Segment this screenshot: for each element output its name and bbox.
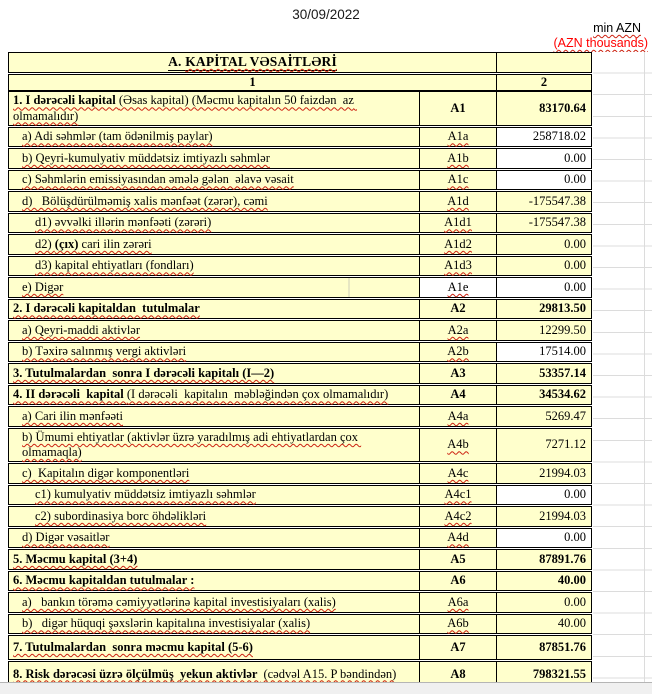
- row-label-cell[interactable]: [9, 300, 420, 319]
- row-code-cell[interactable]: A1d3: [420, 257, 497, 276]
- unit-labels: [554, 21, 648, 51]
- row-label-cell[interactable]: [9, 257, 420, 276]
- row-label-text: 3. Tutulmalardan sonra I dərəcəli kapitalı (I—2): [13, 365, 275, 380]
- row-code-cell[interactable]: A3: [420, 364, 497, 383]
- table-row: [8, 277, 592, 298]
- row-value-cell[interactable]: 798321.55: [532, 666, 586, 681]
- row-value-cell[interactable]: 40.00: [557, 573, 586, 588]
- row-code-cell[interactable]: A1b: [420, 149, 497, 168]
- row-code-cell[interactable]: A1a: [420, 128, 497, 147]
- row-value-cell[interactable]: 29813.50: [539, 301, 586, 316]
- row-label-cell[interactable]: [9, 407, 420, 426]
- row-value-cell[interactable]: 34534.62: [539, 387, 586, 402]
- row-label-text: c2) subordinasiya borc öhdəlikləri: [35, 508, 207, 523]
- table-row: [8, 234, 592, 255]
- row-label-text: a) Cari ilin mənfəəti: [22, 408, 124, 423]
- row-label-text: 2. I dərəcəli kapitaldan tutulmalar: [13, 301, 200, 316]
- row-label-text: 5. Məcmu kapital (3+4): [13, 551, 138, 566]
- row-label-cell[interactable]: [9, 615, 420, 634]
- row-code-cell[interactable]: A1c: [420, 171, 497, 190]
- table-row: [8, 320, 592, 341]
- row-value-cell[interactable]: 0.00: [564, 258, 586, 273]
- row-value-cell[interactable]: 53357.14: [539, 365, 586, 380]
- unit-label-azn: min AZN: [593, 21, 641, 35]
- row-value-cell[interactable]: 83170.64: [539, 100, 586, 115]
- row-label-text: (I dərəcəli kapitalın məbləğindən çox olmamalıdır): [126, 387, 389, 402]
- row-label-text: c1) kumulyativ müddətsiz imtiyazlı səhmlər: [35, 487, 256, 502]
- row-label-cell[interactable]: [9, 529, 420, 548]
- row-label-cell[interactable]: [9, 343, 420, 362]
- row-label-text: d) Bölüşdürülməmiş xalis mənfəət (zərər), cəmi: [22, 193, 268, 208]
- table-row: [8, 385, 592, 406]
- table-row: [8, 549, 592, 570]
- table-header-row: [8, 74, 592, 91]
- row-label-cell[interactable]: [9, 214, 420, 233]
- row-label-cell[interactable]: [9, 572, 420, 591]
- table-row: [8, 170, 592, 191]
- column-2-header[interactable]: 2: [540, 75, 548, 89]
- row-code-cell[interactable]: A4: [420, 386, 497, 405]
- row-code-cell[interactable]: A4a: [420, 407, 497, 426]
- row-label-text: d) Digər vəsaitlər: [22, 530, 110, 545]
- row-label-text: a) bankın törəmə cəmiyyətlərinə kapital investisiyaları (xalis): [22, 594, 336, 609]
- row-code-cell[interactable]: A1e: [420, 278, 497, 297]
- table-row: [8, 299, 592, 320]
- row-label-text: 6. Məcmu kapitaldan tutulmalar :: [13, 573, 195, 588]
- row-code-cell[interactable]: A1: [420, 92, 497, 125]
- table-row: [8, 256, 592, 277]
- row-value-cell[interactable]: 0.00: [497, 278, 591, 297]
- row-label-text: a) Qeyri-maddi aktivlər: [22, 322, 141, 337]
- row-label-text: d1) əvvəlki illərin mənfəəti (zərəri): [35, 215, 212, 230]
- table-row: [8, 148, 592, 169]
- row-label-cell[interactable]: [9, 550, 420, 569]
- row-value-cell[interactable]: -175547.38: [528, 215, 586, 230]
- row-value-cell[interactable]: 40.00: [557, 616, 586, 631]
- row-label-cell[interactable]: [9, 636, 420, 659]
- sheet-bottom-strip: [0, 682, 652, 694]
- row-label-cell[interactable]: [9, 235, 420, 254]
- column-1-header[interactable]: 1: [9, 75, 497, 90]
- row-value-cell[interactable]: 0.00: [497, 171, 591, 190]
- row-value-cell[interactable]: 0.00: [497, 149, 591, 168]
- row-value-cell[interactable]: 87851.76: [539, 640, 586, 655]
- row-label-cell[interactable]: [9, 593, 420, 612]
- row-label-cell[interactable]: [9, 486, 420, 505]
- row-label-text: a) Adi səhmlər (tam ödənilmiş paylar): [22, 129, 213, 144]
- row-value-cell[interactable]: 0.00: [564, 236, 586, 251]
- row-label-text: (cədvəl A15. P bəndindən): [260, 666, 397, 681]
- row-label-text: 7. Tutulmalardan sonra məcmu kapital (5-6): [13, 640, 253, 655]
- row-label-text: 1. I dərəcəli kapital: [13, 93, 119, 108]
- row-label-text: b) Təxirə salınmış vergi aktivləri: [22, 344, 187, 359]
- report-date: 30/09/2022: [292, 7, 360, 22]
- row-code-cell[interactable]: A2a: [420, 321, 497, 340]
- row-code-cell[interactable]: A6a: [420, 593, 497, 612]
- row-label-cell[interactable]: [9, 464, 420, 483]
- table-row: [8, 406, 592, 427]
- table-row: [8, 463, 592, 484]
- row-label-text: 8. Risk dərəcəsi üzrə ölçülmüş yekun aktivlər: [13, 666, 261, 681]
- row-label-text: c) Kapitalın digər komponentləri: [22, 465, 190, 480]
- row-code-cell[interactable]: A1d: [420, 192, 497, 211]
- row-value-cell[interactable]: 0.00: [497, 486, 591, 505]
- table-row: [8, 528, 592, 549]
- row-label-text: b) digər hüquqi şəxslərin kapitalına investisiyalar (xalis): [22, 616, 311, 631]
- row-code-cell[interactable]: A4d: [420, 529, 497, 548]
- sheet-margin-gridlines: [593, 52, 652, 682]
- table-row: [8, 191, 592, 212]
- row-value-cell[interactable]: 12299.50: [539, 322, 586, 337]
- row-code-cell[interactable]: A1d2: [420, 235, 497, 254]
- row-code-cell[interactable]: A4c: [420, 464, 497, 483]
- row-code-cell[interactable]: A1d1: [420, 214, 497, 233]
- row-label-cell[interactable]: [9, 171, 420, 190]
- row-label-text: d3) kapital ehtiyatları (fondları): [35, 258, 194, 273]
- row-code-cell[interactable]: A8: [420, 662, 497, 686]
- row-label-cell[interactable]: [9, 507, 420, 526]
- table-row: [8, 592, 592, 613]
- row-label-text: 4. II dərəcəli kapital: [13, 387, 127, 402]
- row-value-cell[interactable]: 21994.03: [539, 508, 586, 523]
- table-row: [8, 428, 592, 463]
- row-label-cell[interactable]: [9, 364, 420, 383]
- table-row: [8, 342, 592, 363]
- row-label-text: c) Səhmlərin emissiyasından əmələ gələn əlavə vəsait: [22, 172, 294, 187]
- row-value-cell[interactable]: 7271.12: [545, 437, 586, 452]
- row-label-text: cari ilin zərəri: [78, 236, 152, 251]
- row-code-cell[interactable]: A4b: [420, 429, 497, 462]
- table-row: [8, 485, 592, 506]
- sheet-gridline-vertical: [644, 52, 645, 682]
- row-value-cell[interactable]: 0.00: [564, 594, 586, 609]
- row-label-text: b) Ümumi ehtiyatlar (aktivlər üzrə yaradılmış adi ehtiyatlardan çox olmamaqla): [22, 429, 362, 459]
- table-title-cell[interactable]: [9, 53, 497, 72]
- row-label-text: e) Digər: [22, 279, 64, 294]
- row-value-cell[interactable]: -175547.38: [528, 193, 586, 208]
- table-title: A. KAPİTAL VƏSAİTLƏRİ: [168, 54, 337, 71]
- row-label-text: (çıx): [54, 236, 79, 251]
- row-label-text: (Əsas kapital) (Məcmu kapitalın 50 faizdən az olmamalıdır): [13, 93, 357, 123]
- row-code-cell[interactable]: A4c2: [420, 507, 497, 526]
- row-code-cell[interactable]: A4c1: [420, 486, 497, 505]
- row-label-cell[interactable]: [9, 92, 420, 125]
- row-label-cell[interactable]: [9, 321, 420, 340]
- table-row: [8, 91, 592, 126]
- row-value-cell[interactable]: 5269.47: [545, 408, 586, 423]
- row-label-cell[interactable]: [9, 278, 420, 297]
- row-value-cell[interactable]: 0.00: [497, 529, 591, 548]
- row-code-cell[interactable]: A2: [420, 300, 497, 319]
- row-label-cell[interactable]: [9, 149, 420, 168]
- row-label-cell[interactable]: [9, 192, 420, 211]
- row-code-cell[interactable]: A6b: [420, 615, 497, 634]
- row-label-cell[interactable]: [9, 128, 420, 147]
- table-row: [8, 635, 592, 660]
- row-value-cell[interactable]: 21994.03: [539, 465, 586, 480]
- row-code-cell[interactable]: A7: [420, 636, 497, 659]
- row-label-cell[interactable]: [9, 386, 420, 405]
- table-row: [8, 363, 592, 384]
- table-row: [8, 213, 592, 234]
- table-row: [8, 571, 592, 592]
- capital-table: [8, 52, 592, 687]
- row-value-cell[interactable]: 258718.02: [497, 128, 591, 147]
- row-code-cell[interactable]: A2b: [420, 343, 497, 362]
- table-row: [8, 614, 592, 635]
- table-title-empty-cell[interactable]: [497, 53, 591, 72]
- unit-label-thousands: (AZN thousands): [553, 36, 648, 50]
- row-value-cell[interactable]: 87891.76: [539, 551, 586, 566]
- row-code-cell[interactable]: A5: [420, 550, 497, 569]
- row-label-cell[interactable]: [9, 429, 420, 462]
- row-value-cell[interactable]: 17514.00: [497, 343, 591, 362]
- row-label-text: d2): [35, 236, 55, 251]
- table-title-row: [8, 52, 592, 73]
- row-label-text: b) Qeyri-kumulyativ müddətsiz imtiyazlı səhmlər: [22, 150, 270, 165]
- row-code-cell[interactable]: A6: [420, 572, 497, 591]
- table-row: [8, 127, 592, 148]
- table-row: [8, 506, 592, 527]
